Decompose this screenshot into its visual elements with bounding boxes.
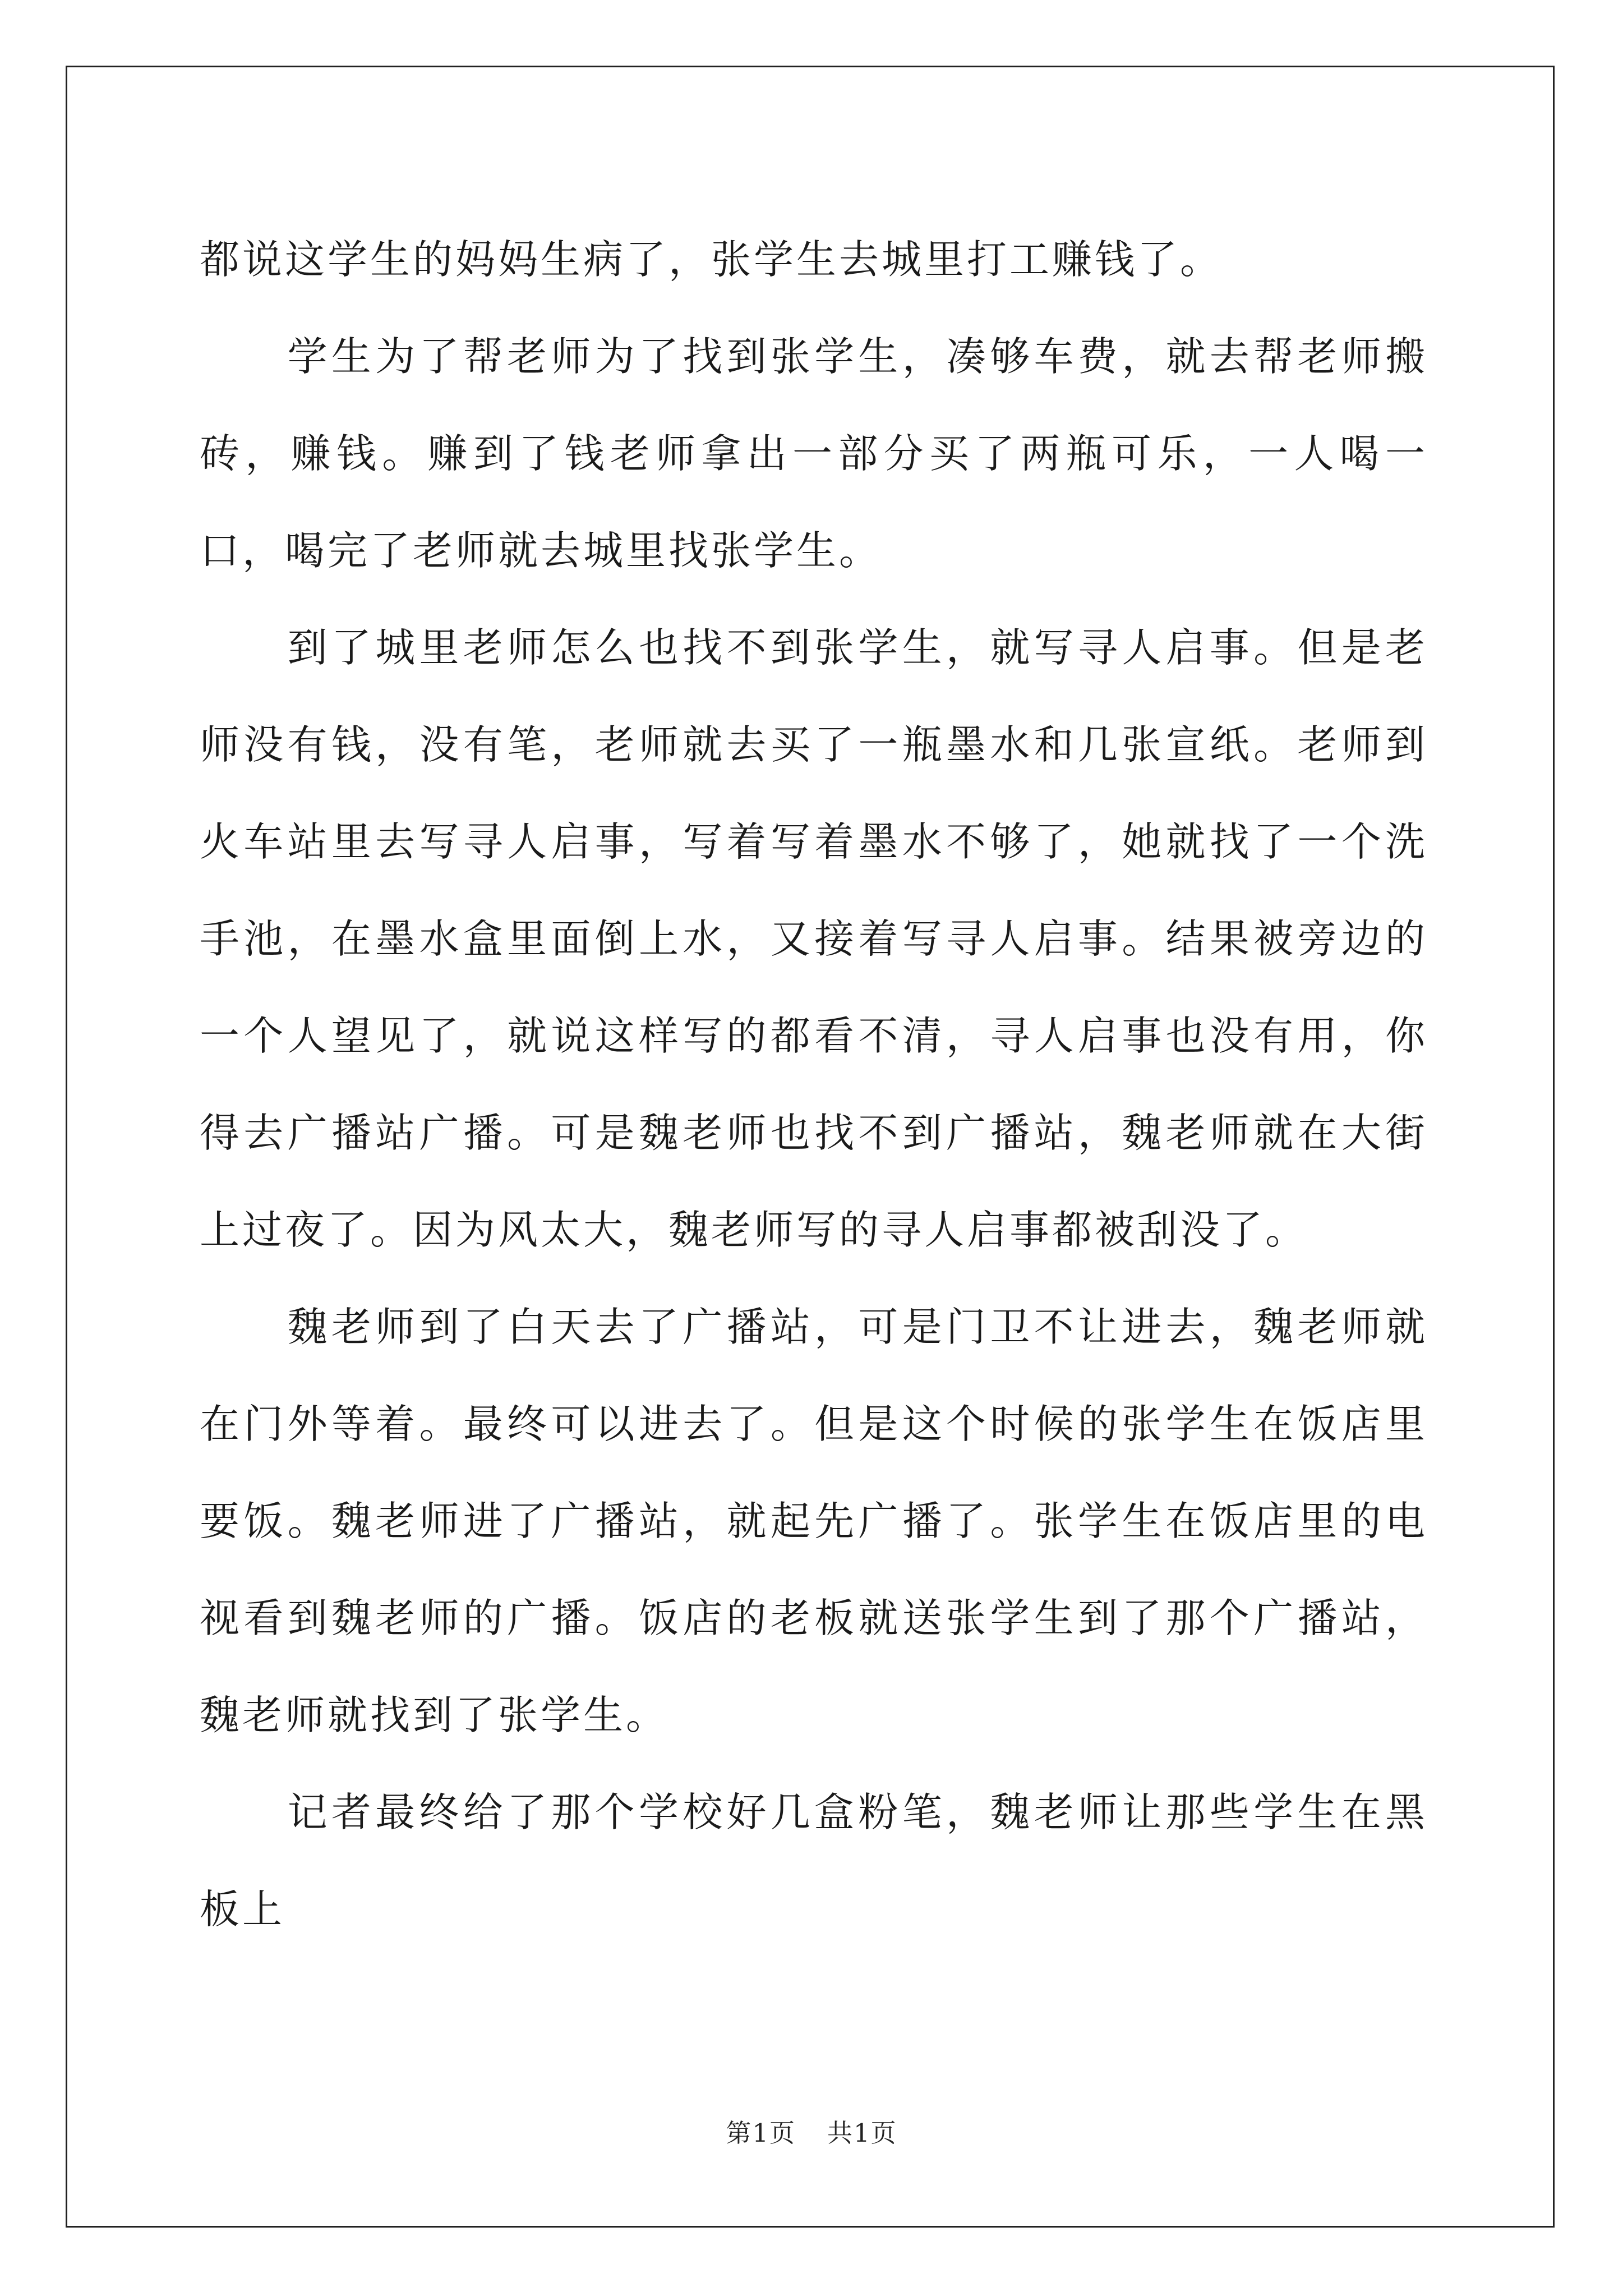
- page-total: 共1页: [827, 2118, 897, 2148]
- paragraph: 学生为了帮老师为了找到张学生，凑够车费，就去帮老师搬砖，赚钱。赚到了钱老师拿出一部分买了两瓶可乐，一人喝一口，喝完了老师就去城里找张学生。: [200, 333, 1428, 574]
- page-footer: [0, 2113, 1623, 2149]
- paragraph: 记者最终给了那个学校好几盒粉笔，魏老师让那些学生在黑板上: [200, 1789, 1428, 1932]
- paragraph: 到了城里老师怎么也找不到张学生，就写寻人启事。但是老师没有钱，没有笔，老师就去买了一瓶墨水和几张宣纸。老师到火车站里去写寻人启事，写着写着墨水不够了，她就找了一个洗手池，在墨水盒里面倒上水，又接着写寻人启事。结果被旁边的一个人望见了，就说这样写的都看不清，寻人启事也没有用，你得去广播站广播。可是魏老师也找不到广播站，魏老师就在大街上过夜了。因为风太大，魏老师写的寻人启事都被刮没了。: [200, 624, 1428, 1253]
- document-body: [200, 211, 1428, 1958]
- paragraph: 都说这学生的妈妈生病了，张学生去城里打工赚钱了。: [200, 236, 1223, 283]
- page-number: 第1页: [726, 2118, 796, 2148]
- paragraph: 魏老师到了白天去了广播站，可是门卫不让进去，魏老师就在门外等着。最终可以进去了。但是这个时候的张学生在饭店里要饭。魏老师进了广播站，就起先广播了。张学生在饭店里的电视看到魏老师的广播。饭店的老板就送张学生到了那个广播站，魏老师就找到了张学生。: [200, 1304, 1428, 1738]
